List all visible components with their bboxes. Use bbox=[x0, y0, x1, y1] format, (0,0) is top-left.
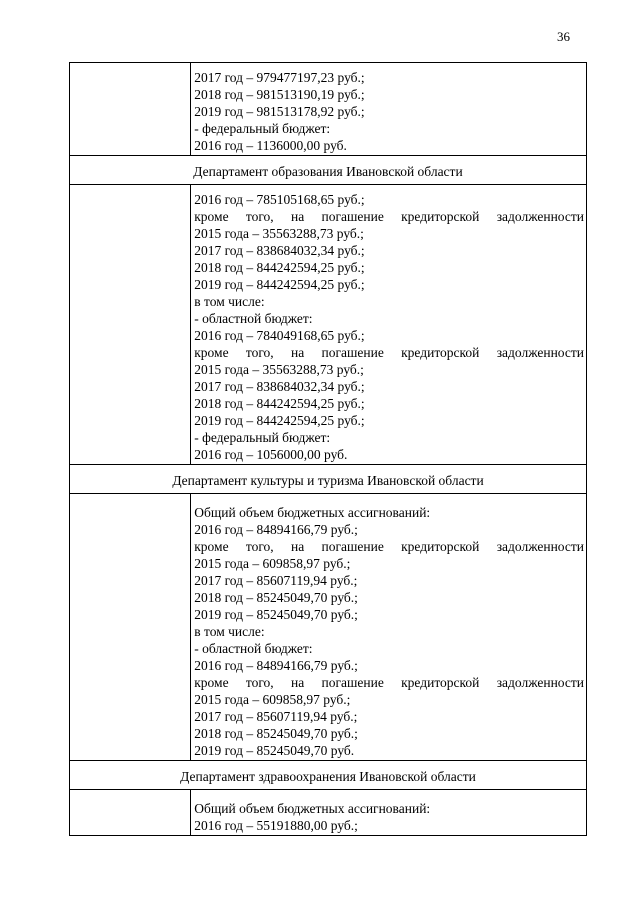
department-header-row bbox=[70, 761, 587, 790]
budget-line: 2016 год – 784049168,65 руб.; bbox=[194, 328, 365, 343]
budget-line: 2017 год – 838684032,34 руб.; bbox=[194, 243, 365, 258]
budget-line: кроме того, на погашение кредиторской задолженности bbox=[194, 345, 584, 360]
empty-left-cell bbox=[70, 790, 191, 836]
budget-line: 2019 год – 85245049,70 руб.; bbox=[194, 607, 358, 622]
budget-line: 2015 года – 609858,97 руб.; bbox=[194, 692, 351, 707]
budget-line: 2016 год – 1056000,00 руб. bbox=[194, 447, 348, 462]
budget-line: 2018 год – 85245049,70 руб.; bbox=[194, 726, 358, 741]
budget-values-row bbox=[70, 185, 587, 465]
budget-table bbox=[69, 62, 587, 836]
budget-line: 2017 год – 838684032,34 руб.; bbox=[194, 379, 365, 394]
department-header-row bbox=[70, 156, 587, 185]
budget-line: 2015 года – 35563288,73 руб.; bbox=[194, 362, 364, 377]
empty-left-cell bbox=[70, 63, 191, 156]
budget-table-body bbox=[70, 63, 587, 836]
budget-line: 2016 год – 785105168,65 руб.; bbox=[194, 192, 365, 207]
department-title: Департамент культуры и туризма Ивановской области bbox=[172, 472, 484, 488]
budget-line: 2018 год – 844242594,25 руб.; bbox=[194, 260, 365, 275]
budget-line: 2018 год – 844242594,25 руб.; bbox=[194, 396, 365, 411]
budget-line: кроме того, на погашение кредиторской задолженности bbox=[194, 209, 584, 224]
budget-values-cell bbox=[191, 790, 587, 836]
empty-left-cell bbox=[70, 494, 191, 761]
budget-values-text bbox=[191, 790, 586, 835]
budget-line: 2016 год – 1136000,00 руб. bbox=[194, 138, 347, 153]
page-number: 36 bbox=[557, 29, 570, 44]
budget-line: - федеральный бюджет: bbox=[194, 430, 331, 445]
budget-values-cell bbox=[191, 185, 587, 465]
budget-values-row bbox=[70, 494, 587, 761]
budget-line: 2015 года – 35563288,73 руб.; bbox=[194, 226, 364, 241]
department-header-row bbox=[70, 465, 587, 494]
budget-line: 2019 год – 85245049,70 руб. bbox=[194, 743, 355, 758]
department-title-cell bbox=[70, 465, 587, 494]
budget-line: кроме того, на погашение кредиторской задолженности bbox=[194, 675, 584, 690]
budget-values-text bbox=[191, 185, 586, 464]
budget-values-text bbox=[191, 63, 586, 155]
budget-values-row bbox=[70, 790, 587, 836]
budget-line: 2018 год – 85245049,70 руб.; bbox=[194, 590, 358, 605]
budget-line: 2016 год – 84894166,79 руб.; bbox=[194, 658, 358, 673]
budget-values-text bbox=[191, 494, 586, 760]
budget-line: 2016 год – 84894166,79 руб.; bbox=[194, 522, 358, 537]
budget-line: - областной бюджет: bbox=[194, 641, 313, 656]
budget-line: кроме того, на погашение кредиторской задолженности bbox=[194, 539, 584, 554]
department-title-cell bbox=[70, 761, 587, 790]
department-title-cell bbox=[70, 156, 587, 185]
budget-line: 2019 год – 844242594,25 руб.; bbox=[194, 413, 365, 428]
budget-line: 2017 год – 85607119,94 руб.; bbox=[194, 573, 358, 588]
budget-line: 2017 год – 85607119,94 руб.; bbox=[194, 709, 358, 724]
budget-line: - областной бюджет: bbox=[194, 311, 313, 326]
budget-line: 2019 год – 844242594,25 руб.; bbox=[194, 277, 365, 292]
budget-line: 2019 год – 981513178,92 руб.; bbox=[194, 104, 365, 119]
budget-line: - федеральный бюджет: bbox=[194, 121, 331, 136]
budget-values-cell bbox=[191, 494, 587, 761]
budget-line: Общий объем бюджетных ассигнований: bbox=[194, 505, 431, 520]
budget-line: 2017 год – 979477197,23 руб.; bbox=[194, 70, 365, 85]
department-title: Департамент образования Ивановской области bbox=[193, 163, 463, 179]
budget-line: 2015 года – 609858,97 руб.; bbox=[194, 556, 351, 571]
budget-values-cell bbox=[191, 63, 587, 156]
budget-line: 2016 год – 55191880,00 руб.; bbox=[194, 818, 358, 833]
budget-line: 2018 год – 981513190,19 руб.; bbox=[194, 87, 365, 102]
empty-left-cell bbox=[70, 185, 191, 465]
department-title: Департамент здравоохранения Ивановской области bbox=[180, 768, 476, 784]
budget-line: в том числе: bbox=[194, 624, 265, 639]
budget-line: в том числе: bbox=[194, 294, 265, 309]
budget-line: Общий объем бюджетных ассигнований: bbox=[194, 801, 431, 816]
budget-values-row bbox=[70, 63, 587, 156]
